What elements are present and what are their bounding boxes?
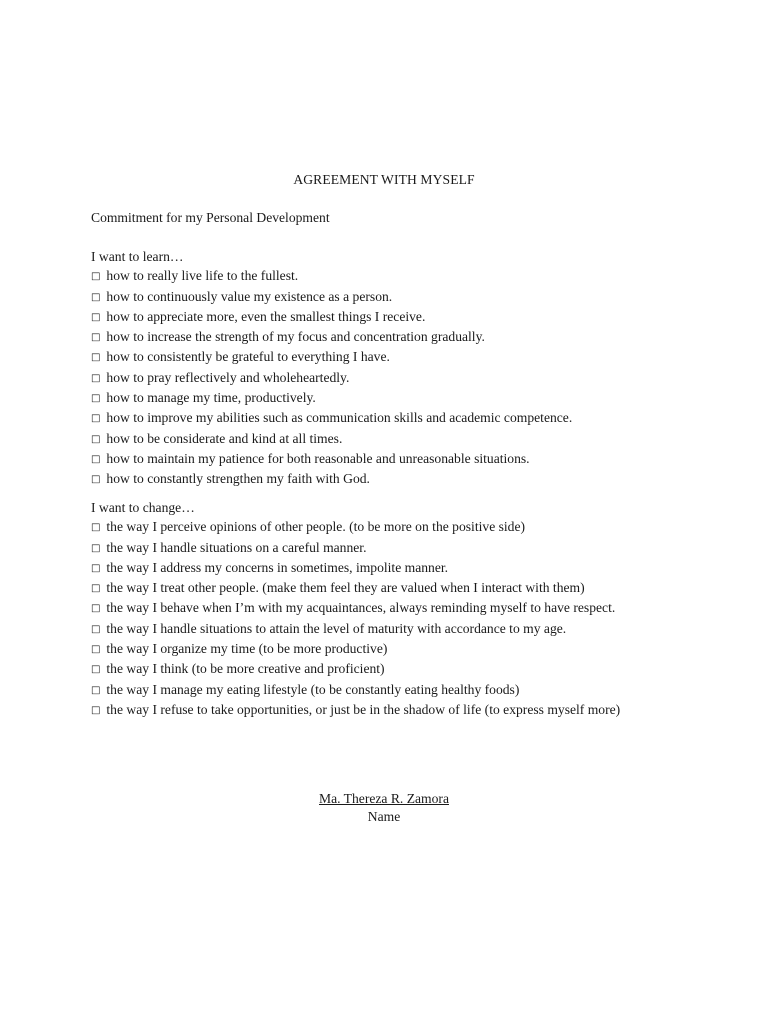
list-item	[91, 408, 751, 428]
list-item	[91, 287, 751, 307]
list-item-text: the way I treat other people. (make them feel they are valued when I interact with them)	[106, 580, 585, 596]
list-item-text: the way I address my concerns in sometimes, impolite manner.	[106, 559, 449, 575]
checkbox-icon: □	[91, 603, 101, 615]
checkbox-icon: □	[91, 393, 101, 405]
list-item-text: how to constantly strengthen my faith with God.	[106, 471, 370, 487]
list-item-text: how to improve my abilities such as communication skills and academic competence.	[106, 410, 573, 426]
list-item	[91, 368, 751, 388]
list-item	[91, 619, 751, 639]
checkbox-icon: □	[91, 433, 101, 445]
list-item	[91, 347, 751, 367]
list-item-text: the way I handle situations on a careful manner.	[106, 539, 367, 555]
list-item	[91, 449, 751, 469]
checkbox-icon: □	[91, 542, 101, 554]
list-item-text: how to increase the strength of my focus and concentration gradually.	[106, 329, 485, 345]
list-item	[91, 429, 751, 449]
checkbox-icon: □	[91, 372, 101, 384]
checkbox-icon: □	[91, 413, 101, 425]
list-item-text: the way I think (to be more creative and proficient)	[106, 661, 385, 677]
checkbox-icon: □	[91, 474, 101, 486]
checkbox-icon: □	[91, 332, 101, 344]
list-item-text: the way I organize my time (to be more productive)	[106, 641, 388, 657]
signature-name: Ma. Thereza R. Zamora	[319, 791, 449, 806]
checkbox-icon: □	[91, 562, 101, 574]
list-item	[91, 327, 751, 347]
list-item	[91, 266, 751, 286]
list-item-text: how to pray reflectively and wholeheartedly.	[106, 369, 350, 385]
list-item	[91, 469, 751, 489]
document-title: AGREEMENT WITH MYSELF	[293, 172, 475, 187]
checkbox-icon: □	[91, 271, 101, 283]
checkbox-icon: □	[91, 352, 101, 364]
list-item-text: the way I handle situations to attain the level of maturity with accordance to my age.	[106, 620, 567, 636]
checkbox-icon: □	[91, 644, 101, 656]
checkbox-icon: □	[91, 583, 101, 595]
signature-label: Name	[367, 809, 401, 824]
learn-heading: I want to learn…	[91, 249, 184, 264]
list-item	[91, 700, 751, 720]
list-item	[91, 538, 751, 558]
list-item	[91, 598, 751, 618]
checkbox-icon: □	[91, 311, 101, 323]
list-item-text: how to really live life to the fullest.	[106, 268, 299, 284]
list-item-text: how to manage my time, productively.	[106, 390, 316, 406]
list-item-text: how to appreciate more, even the smallest things I receive.	[106, 308, 426, 324]
checkbox-icon: □	[91, 623, 101, 635]
list-item-text: how to be considerate and kind at all times.	[106, 430, 343, 446]
list-item-text: how to consistently be grateful to everything I have.	[106, 349, 390, 365]
list-item	[91, 388, 751, 408]
checkbox-icon: □	[91, 291, 101, 303]
list-item	[91, 639, 751, 659]
list-item	[91, 680, 751, 700]
signature-block	[0, 789, 768, 826]
list-item	[91, 659, 751, 679]
list-item-text: how to continuously value my existence as a person.	[106, 288, 393, 304]
checkbox-icon: □	[91, 684, 101, 696]
list-item	[91, 578, 751, 598]
list-item-text: the way I manage my eating lifestyle (to be constantly eating healthy foods)	[106, 681, 520, 697]
document-subtitle: Commitment for my Personal Development	[91, 210, 330, 225]
change-heading: I want to change…	[91, 500, 195, 515]
learn-section	[91, 247, 751, 490]
checkbox-icon: □	[91, 453, 101, 465]
list-item-text: how to maintain my patience for both reasonable and unreasonable situations.	[106, 450, 530, 466]
list-item-text: the way I refuse to take opportunities, or just be in the shadow of life (to express myself more)	[106, 701, 621, 717]
list-item	[91, 558, 751, 578]
checkbox-icon: □	[91, 664, 101, 676]
checkbox-icon: □	[91, 522, 101, 534]
list-item-text: the way I perceive opinions of other people. (to be more on the positive side)	[106, 519, 526, 535]
checkbox-icon: □	[91, 704, 101, 716]
change-section	[91, 498, 751, 720]
list-item	[91, 517, 751, 537]
list-item	[91, 307, 751, 327]
list-item-text: the way I behave when I’m with my acquaintances, always reminding myself to have respect.	[106, 600, 616, 616]
